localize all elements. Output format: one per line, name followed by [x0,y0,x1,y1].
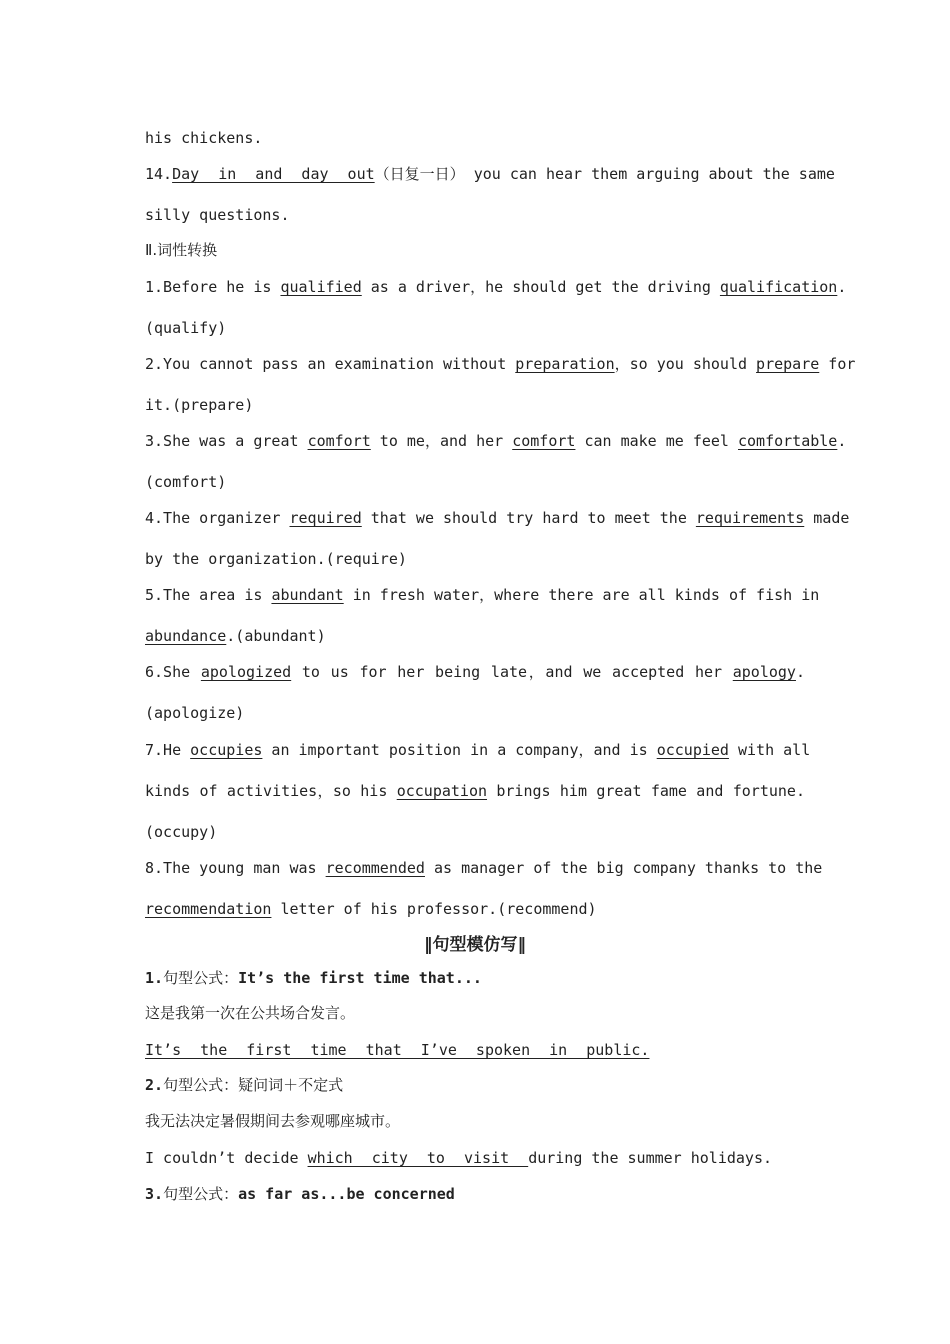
text: as a driver，he should get the driving [361,278,720,296]
text: 5.The area is [145,586,272,604]
text: 2.You cannot pass an examination without [145,355,516,373]
section-title: Ⅱ.词性转换 [145,241,218,259]
text: with all [728,741,811,759]
text: I couldn’t decide [145,1149,308,1167]
text: 6.She [145,663,201,681]
text: during the summer holidays. [528,1149,773,1167]
line-s2-cont [145,395,805,415]
line-s5 [145,585,820,605]
line-pattern-3 [145,1184,805,1204]
text: for [819,355,856,373]
pattern-label: 句型公式： [163,969,239,987]
answer-blank: It’s the first time that I’ve spoken in public. [145,1041,650,1059]
text: . [837,432,847,450]
line-item-14 [145,164,835,184]
line-s7-cont2 [145,822,805,842]
pattern-formula: It’s the first time that... [238,969,482,987]
answer-blank: recommendation [145,900,272,918]
line-pattern-1-chinese [145,1003,805,1023]
answer-blank: comfort [512,432,576,450]
line-s6 [145,662,805,682]
answer-blank: recommended [325,859,425,877]
answer-blank: qualification [719,278,838,296]
line-s6-cont [145,703,805,723]
text: 4.The organizer [145,509,290,527]
text: kinds of activities，so his [145,782,397,800]
answer-blank: qualified [280,278,362,296]
text: to us for her being late，and we accepted her [291,663,733,681]
text: to me，and her [370,432,513,450]
line-s4-cont [145,549,805,569]
chinese-hint: （日复一日） [374,165,465,183]
line-s3 [145,431,847,451]
answer-blank: occupation [396,782,488,800]
line-s8 [145,858,823,878]
line-pattern-2-answer [145,1148,805,1168]
answer-blank: occupies [190,741,263,759]
text: (comfort) [145,473,227,491]
text: 3.She was a great [145,432,308,450]
item-number: 2. [145,1076,164,1094]
text: letter of his professor.(recommend) [271,900,597,918]
text: it.(prepare) [145,396,254,414]
answer-blank: required [289,509,362,527]
text: 1.Before he is [145,278,281,296]
answer-blank: which city to visit [307,1149,529,1167]
text: by the organization.(require) [145,550,407,568]
text: an important position in a company，and is [262,741,657,759]
line-s1-cont [145,318,805,338]
text: 8.The young man was [145,859,326,877]
text: in fresh water，where there are all kinds of fish in [343,586,820,604]
pattern-label: 句型公式： [163,1185,239,1203]
line-pattern-1-answer [145,1040,805,1060]
answer-blank: abundant [271,586,344,604]
line-his-chickens [145,128,805,148]
text: that we should try hard to meet the [361,509,696,527]
line-s4 [145,508,850,528]
text: his chickens. [145,129,263,147]
text: (qualify) [145,319,227,337]
answer-blank: occupied [656,741,729,759]
text: brings him great fame and fortune. [487,782,805,800]
answer-blank: comfort [307,432,371,450]
answer-blank: requirements [695,509,805,527]
text: as manager of the big company thanks to the [424,859,823,877]
line-s3-cont [145,472,805,492]
answer-blank: prepare [756,355,820,373]
text: (apologize) [145,704,245,722]
section-title-part2 [145,240,805,260]
text: . [795,663,805,681]
line-pattern-2-chinese [145,1111,805,1131]
line-s7 [145,740,811,760]
text: ，so you should [614,355,757,373]
text: made [804,509,850,527]
chinese-sentence: 我无法决定暑假期间去参观哪座城市。 [145,1112,401,1130]
text: you can hear them arguing about the same [464,165,835,183]
answer-blank: abundance [145,627,227,645]
text: 7.He [145,741,191,759]
text: silly questions. [145,206,290,224]
answer-blank: apology [732,663,796,681]
line-s1 [145,277,847,297]
item-number: 14. [145,165,173,183]
line-pattern-1 [145,968,805,988]
item-number: 1. [145,969,164,987]
pattern-formula: as far as...be concerned [238,1185,455,1203]
answer-blank: Day in and day out [172,165,375,183]
text: .(abundant) [226,627,326,645]
section-heading: ‖句型模仿写‖ [424,935,526,955]
chinese-sentence: 这是我第一次在公共场合发言。 [145,1004,356,1022]
line-s5-cont [145,626,805,646]
answer-blank: preparation [515,355,615,373]
answer-blank: comfortable [738,432,838,450]
line-s8-cont [145,899,805,919]
line-s2 [145,354,856,374]
answer-blank: apologized [200,663,292,681]
text: . [837,278,847,296]
line-s7-cont [145,781,805,801]
item-number: 3. [145,1185,164,1203]
text: can make me feel [575,432,738,450]
line-item-14-cont [145,205,805,225]
pattern-label: 句型公式：疑问词＋不定式 [163,1076,344,1094]
text: (occupy) [145,823,218,841]
line-pattern-2 [145,1075,805,1095]
